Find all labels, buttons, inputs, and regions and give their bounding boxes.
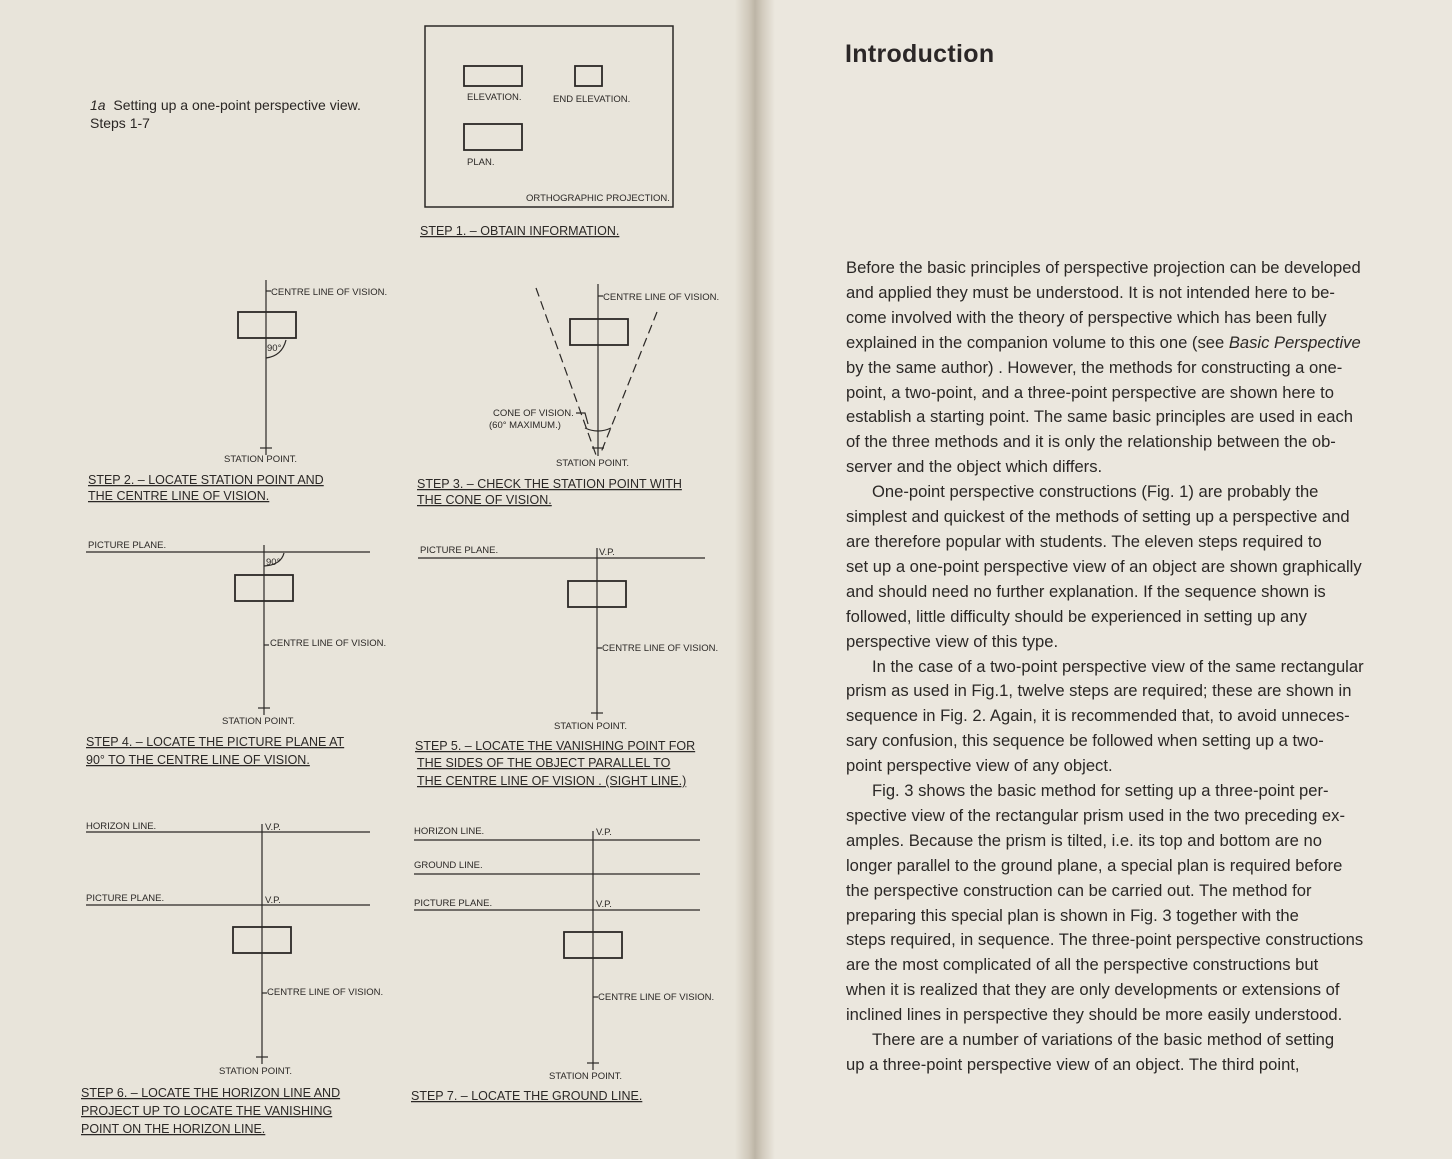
label-horizon-line: HORIZON LINE. — [414, 826, 485, 837]
label-station-point: STATION POINT. — [554, 721, 628, 732]
step6-title-line2: PROJECT UP TO LOCATE THE VANISHING — [81, 1104, 333, 1118]
label-centre-line: CENTRE LINE OF VISION. — [598, 992, 715, 1003]
label-cone-max: (60° MAXIMUM.) — [489, 420, 561, 431]
text-line: perspective view of this type. — [846, 631, 1059, 651]
elevation-rect — [464, 66, 522, 86]
text-line: Before the basic principles of perspective projection can be developed — [846, 258, 1361, 277]
label-end-elevation: END ELEVATION. — [553, 94, 631, 105]
label-elevation: ELEVATION. — [467, 92, 522, 103]
label-90: 90° — [266, 557, 281, 568]
label-station-point: STATION POINT. — [549, 1071, 623, 1082]
step4-diagram — [86, 540, 386, 727]
body-text — [846, 256, 1434, 1078]
paragraph-2 — [846, 480, 1434, 654]
text-line: establish a starting point. The same basic principles are used in each — [846, 407, 1354, 427]
plan-rect — [238, 312, 296, 338]
text-line: prism as used in Fig.1, twelve steps are required; these are shown in — [846, 681, 1352, 701]
orthographic-frame — [425, 26, 673, 207]
text-line: There are a number of variations of the basic method of setting — [872, 1030, 1335, 1050]
text-line: spective view of the rectangular prism used in the two preceding ex- — [846, 805, 1345, 825]
end-elevation-rect — [575, 66, 602, 86]
label-vp: V.P. — [599, 547, 615, 558]
step7-title: STEP 7. – LOCATE THE GROUND LINE. — [411, 1089, 643, 1103]
paragraph-5 — [846, 1028, 1434, 1078]
label-picture-plane: PICTURE PLANE. — [414, 898, 493, 909]
step6-diagram — [86, 821, 383, 1077]
label-plan: PLAN. — [467, 157, 495, 168]
label-vp-picture-plane: V.P. — [596, 899, 612, 910]
step1-title: STEP 1. – OBTAIN INFORMATION. — [420, 224, 620, 238]
step1-diagram — [425, 26, 673, 207]
label-90: 90° — [267, 343, 282, 354]
plan-rect — [570, 319, 628, 345]
text-line: set up a one-point perspective view of an object are shown graphically — [846, 556, 1362, 576]
text-line: server and the object which differs. — [846, 457, 1103, 477]
text-line: of the three methods and it is only the relationship between the ob- — [846, 432, 1336, 452]
label-horizon-line: HORIZON LINE. — [86, 821, 157, 832]
caption-text: Setting up a one-point perspective view. Steps 1-7 — [90, 97, 361, 131]
label-station-point: STATION POINT. — [219, 1066, 293, 1077]
label-vp-horizon: V.P. — [596, 827, 612, 838]
book-title: Basic Perspective — [1228, 332, 1361, 352]
step7-diagram — [414, 826, 714, 1082]
caption-number: 1a — [90, 97, 106, 113]
paragraph-1 — [846, 256, 1434, 480]
text-line: Fig. 3 shows the basic method for setting up a three-point per- — [872, 781, 1329, 801]
step6-title-line1: STEP 6. – LOCATE THE HORIZON LINE AND — [81, 1086, 341, 1100]
label-picture-plane: PICTURE PLANE. — [420, 545, 499, 556]
step3-diagram — [489, 284, 719, 469]
text-line: sequence in Fig. 2. Again, it is recommended that, to avoid unneces- — [846, 706, 1350, 726]
plan-rect — [464, 124, 522, 150]
text-line: One-point perspective constructions (Fig. 1) are probably the — [872, 482, 1319, 502]
label-ground-line: GROUND LINE. — [414, 860, 483, 871]
text-line: simplest and quickest of the methods of setting up a perspective and — [846, 507, 1350, 527]
paragraph-4 — [846, 779, 1434, 1028]
text-line: are the most complicated of all the perspective constructions but — [846, 955, 1319, 975]
label-picture-plane: PICTURE PLANE. — [86, 893, 165, 904]
step4-title-line2: 90° TO THE CENTRE LINE OF VISION. — [86, 753, 310, 767]
text-line: point perspective view of any object. — [846, 756, 1113, 776]
paragraph-3 — [846, 655, 1434, 780]
label-centre-line: CENTRE LINE OF VISION. — [270, 638, 387, 649]
text-line: steps required, in sequence. The three-point perspective constructions — [846, 930, 1364, 950]
label-centre-line: CENTRE LINE OF VISION. — [603, 292, 720, 303]
step5-title-line1: STEP 5. – LOCATE THE VANISHING POINT FOR — [415, 739, 696, 753]
step6-title-line3: POINT ON THE HORIZON LINE. — [81, 1122, 266, 1136]
text-line: longer parallel to the ground plane, a special plan is required before — [846, 855, 1343, 875]
step5-title-line3: THE CENTRE LINE OF VISION . (SIGHT LINE.) — [417, 774, 687, 788]
text-line: explained in the companion volume to this one (see Basic Perspective — [846, 332, 1361, 352]
text-line: amples. Because the prism is tilted, i.e. its top and bottom are no — [846, 830, 1322, 850]
step2-diagram — [224, 280, 387, 465]
text-line: the perspective construction can be carried out. The method for — [846, 880, 1312, 900]
step5-diagram — [418, 545, 718, 732]
step3-title-line1: STEP 3. – CHECK THE STATION POINT WITH — [417, 477, 682, 491]
step4-title-line1: STEP 4. – LOCATE THE PICTURE PLANE AT — [86, 735, 345, 749]
text-line: In the case of a two-point perspective view of the same rectangular — [872, 656, 1364, 676]
text-line: and should need no further explanation. If the sequence shown is — [846, 581, 1326, 601]
text-line: and applied they must be understood. It is not intended here to be- — [846, 282, 1335, 302]
text-line: sary confusion, this sequence be followed when setting up a two- — [846, 731, 1324, 751]
text-line: up a three-point perspective view of an object. The third point, — [846, 1055, 1300, 1074]
label-vp-picture-plane: V.P. — [265, 895, 281, 906]
text-line: when it is realized that they are only developments or extensions of — [846, 980, 1340, 1000]
label-centre-line: CENTRE LINE OF VISION. — [602, 643, 719, 654]
label-station-point: STATION POINT. — [556, 458, 630, 469]
text-line: are therefore popular with students. The eleven steps required to — [846, 531, 1322, 551]
step5-title-line2: THE SIDES OF THE OBJECT PARALLEL TO — [417, 756, 671, 770]
label-vp-horizon: V.P. — [265, 822, 281, 833]
text-line: preparing this special plan is shown in Fig. 3 together with the — [846, 905, 1299, 925]
step2-title-line1: STEP 2. – LOCATE STATION POINT AND — [88, 473, 324, 487]
label-cone-of-vision: CONE OF VISION. — [493, 408, 574, 419]
label-station-point: STATION POINT. — [224, 454, 298, 465]
text-line: inclined lines in perspective they should be more easily understood. — [846, 1005, 1343, 1025]
text-line: by the same author) . However, the methods for constructing a one- — [846, 357, 1343, 377]
page-heading: Introduction — [845, 40, 995, 68]
text-line: point, a two-point, and a three-point perspective are shown here to — [846, 382, 1334, 402]
step3-title-line2: THE CONE OF VISION. — [417, 493, 552, 507]
text-line: come involved with the theory of perspective which has been fully — [846, 307, 1327, 327]
label-picture-plane: PICTURE PLANE. — [88, 540, 167, 551]
text-line: followed, little difficulty should be experienced in setting up any — [846, 606, 1307, 626]
label-station-point: STATION POINT. — [222, 716, 296, 727]
label-orthographic: ORTHOGRAPHIC PROJECTION. — [526, 193, 670, 204]
step2-title-line2: THE CENTRE LINE OF VISION. — [88, 489, 270, 503]
label-centre-line: CENTRE LINE OF VISION. — [267, 987, 384, 998]
label-centre-line: CENTRE LINE OF VISION. — [271, 287, 388, 298]
